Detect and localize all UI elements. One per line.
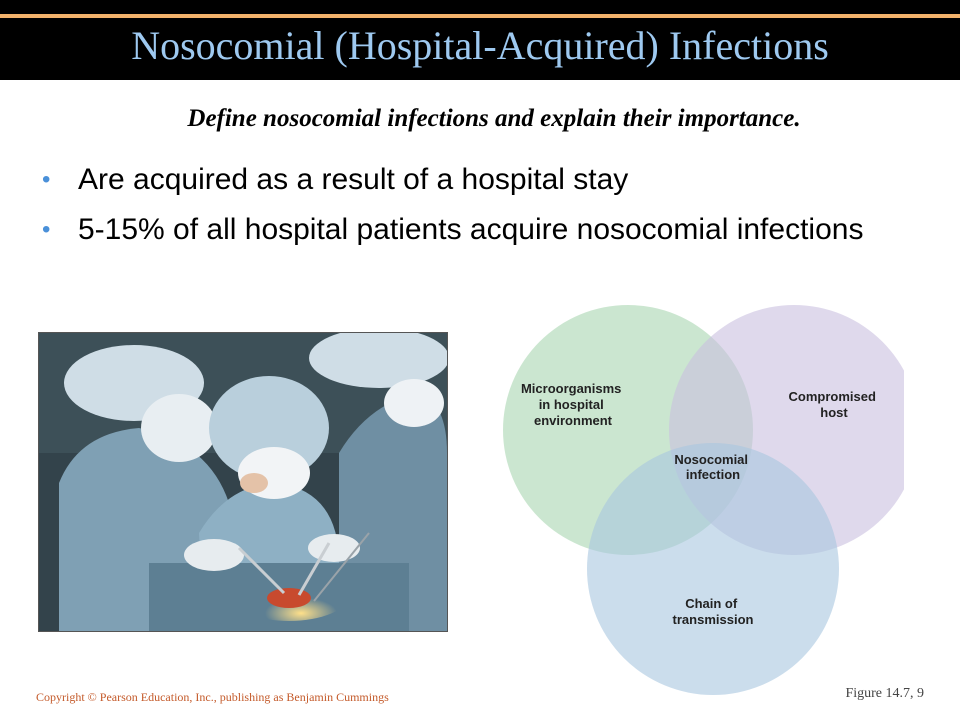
bullet-text: 5-15% of all hospital patients acquire nosocomial infections [78, 213, 864, 246]
venn-label-microorganisms: Microorganisms in hospital environment [520, 381, 622, 428]
venn-diagram [498, 298, 904, 700]
venn-label-compromised-host: Compromised host [788, 389, 876, 420]
surgery-illustration [39, 333, 447, 631]
bullet-item [42, 212, 902, 248]
learning-objective: Define nosocomial infections and explain their importance. [187, 105, 801, 132]
bullet-text: Are acquired as a result of a hospital stay [78, 163, 629, 196]
bullet-dot-icon: • [42, 216, 51, 243]
surgery-photo [38, 332, 448, 632]
venn-label-nosocomial-infection: Nosocomial infection [674, 452, 749, 482]
figure-reference: Figure 14.7, 9 [845, 686, 924, 701]
bullet-dot-icon: • [42, 166, 51, 193]
venn-svg [498, 298, 904, 700]
slide-title: Nosocomial (Hospital-Acquired) Infections [131, 23, 829, 68]
title-bar [0, 0, 960, 80]
copyright-notice: Copyright © Pearson Education, Inc., publishing as Benjamin Cummings [36, 690, 389, 704]
bullet-item [42, 162, 902, 198]
bullet-list [42, 162, 902, 262]
venn-label-chain-of-transmission: Chain of transmission [672, 596, 754, 627]
